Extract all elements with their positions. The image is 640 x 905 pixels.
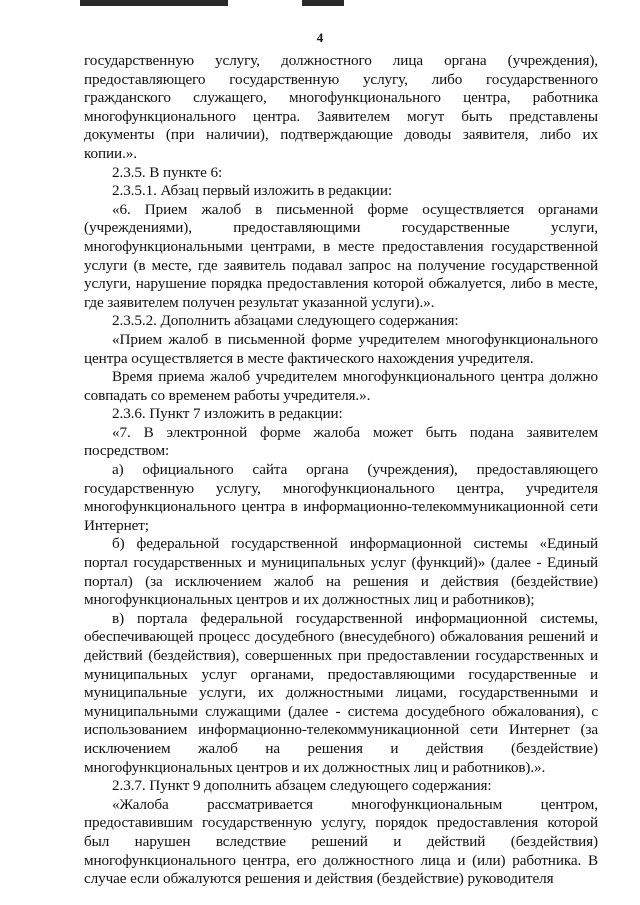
scan-mark-left [80, 0, 228, 6]
paragraph-complaint-review: «Жалоба рассматривается многофункциональным центром, предоставившим государственную услугу, порядок предоставления которой был нарушен вследствие решений и действий (бездействия) многофункционального центра, его должностного лица и (или) работника. В случае если обжалуются решения и действия (бездействие) руководителя [84, 795, 598, 888]
paragraph-reception-time: Время приема жалоб учредителем многофункционального центра должно совпадать со временем работы учредителя.». [84, 368, 598, 404]
paragraph-2-3-6: 2.3.6. Пункт 7 изложить в редакции: [112, 405, 343, 423]
paragraph-item-7-b: б) федеральной государственной информационной системы «Единый портал государственных и муниципальных услуг (функций)» (далее - Единый портал) (за исключением жалоб на решения и действия (бездействие) многофункциональных центров и их должностных лиц и работников); [84, 535, 598, 609]
paragraph-2-3-5-1: 2.3.5.1. Абзац первый изложить в редакции: [112, 182, 392, 200]
paragraph-item-7-v: в) портала федеральной государственной информационной системы, обеспечивающей процесс досудебного (внесудебного) обжалования решений и действий (бездействия), совершенных при предоставлении государственных и муниципальных услуг органами, предоставляющими государственные и муниципальные услуги, их должностными лицами, государственными и муниципальными служащими (далее - система досудебного обжалования), с использованием информационно-телекоммуникационной сети Интернет (за исключением жалоб на решения и действия (бездействие) многофункциональных центров и их должностных лиц и работников).». [84, 609, 598, 776]
paragraph-2-3-5-2: 2.3.5.2. Дополнить абзацами следующего содержания: [112, 312, 459, 330]
document-body [84, 52, 598, 889]
paragraph-2-3-5: 2.3.5. В пункте 6: [112, 163, 223, 181]
paragraph-2-3-7: 2.3.7. Пункт 9 дополнить абзацем следующего содержания: [112, 777, 492, 795]
paragraph-reception-place: «Прием жалоб в письменной форме учредителем многофункционального центра осуществляется в месте фактического нахождения учредителя. [84, 330, 598, 367]
page-number: 4 [316, 30, 324, 45]
paragraph-item-6: «6. Прием жалоб в письменной форме осуществляется органами (учреждениями), предоставляющими государственные услуги, многофункциональными центрами, в месте предоставления государственной услуги (в месте, где заявитель подавал запрос на получение государственной услуги, нарушение порядка предоставления которой обжалуется, либо в месте, где заявителем получен результат указанной услуги).». [84, 200, 598, 311]
scan-top-marks [80, 0, 340, 6]
paragraph-continuation: государственную услугу, должностного лица органа (учреждения), предоставляющего государственную услугу, либо государственного гражданского служащего, многофункционального центра, работника многофункционального центра. Заявителем могут быть представлены документы (при наличии), подтверждающие доводы заявителя, либо их копии.». [84, 52, 598, 162]
paragraph-item-7-a: а) официального сайта органа (учреждения), предоставляющего государственную услугу, многофункционального центра, учредителя многофункционального центра в информационно-телекоммуникационной сети Интернет; [84, 461, 598, 534]
paragraph-item-7: «7. В электронной форме жалоба может быть подана заявителем посредством: [84, 423, 598, 460]
scan-mark-right [302, 0, 344, 6]
